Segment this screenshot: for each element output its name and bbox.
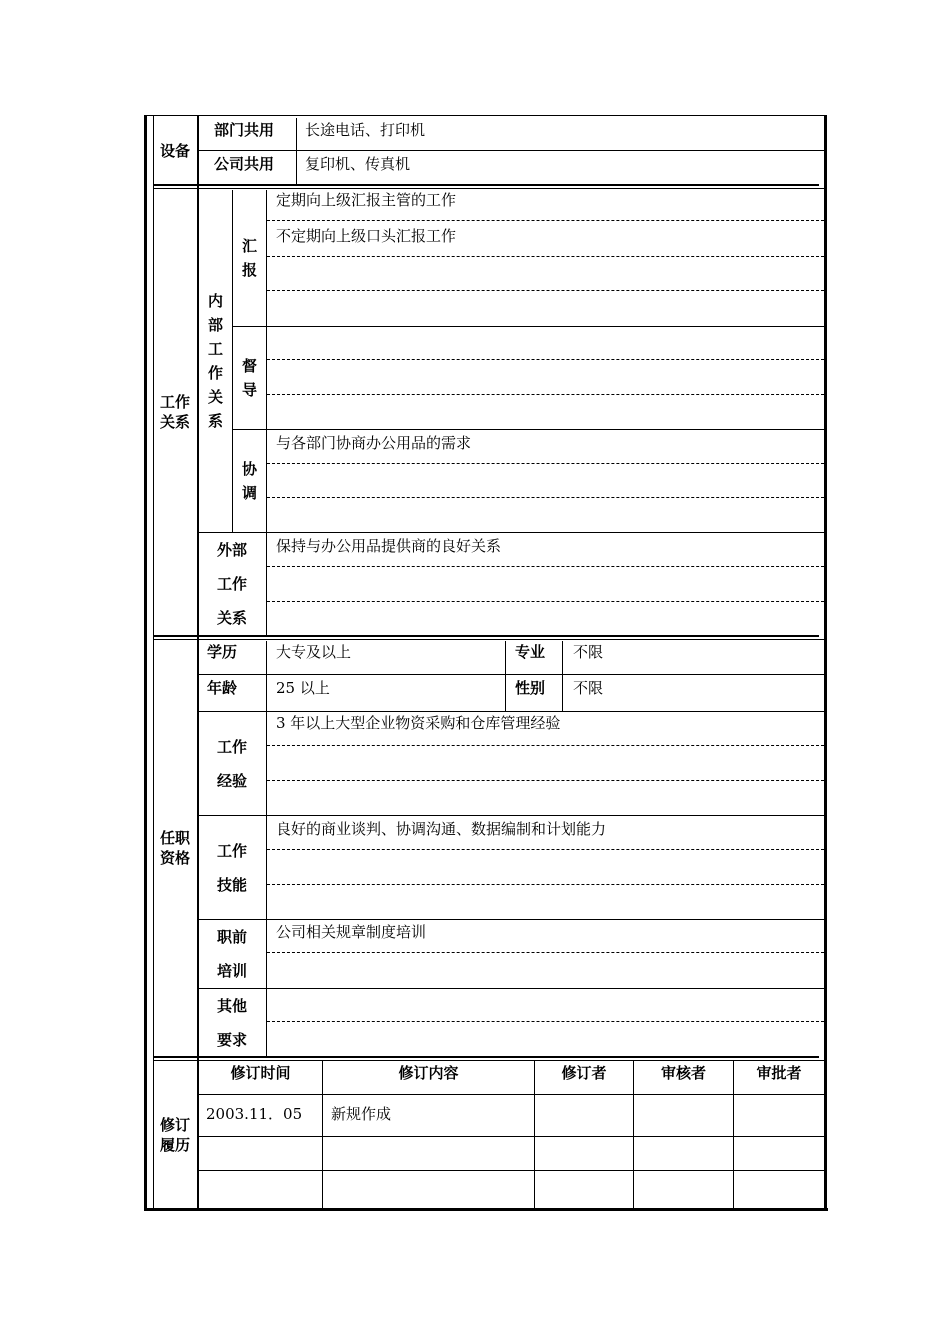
dashed-line [267,884,824,885]
external-label [199,533,265,635]
education-label: 学历 [207,643,238,661]
gender-value: 不限 [573,679,604,697]
report-char: 报 [241,261,257,279]
coordinate-char: 协 [241,460,257,478]
external-label-line: 工作 [216,575,247,593]
external-label-line: 外部 [216,541,247,559]
skills-label [199,816,265,919]
dashed-line [267,220,824,221]
revision-header-content: 修订内容 [398,1063,459,1082]
equipment-col-divider [296,118,297,184]
report-label [233,190,266,326]
dashed-line [267,256,824,257]
external-label-line: 关系 [216,609,247,627]
training-label [199,920,265,988]
dashed-line [267,745,824,746]
report-bottom [233,326,824,327]
dashed-line [267,394,824,395]
coordinate-line-1: 与各部门协商办公用品的需求 [276,434,472,452]
separator-1 [153,184,819,186]
frame-bottom [144,1208,828,1211]
education-value: 大专及以上 [276,643,352,661]
internal-char: 内 [207,292,223,310]
relations-label-line1: 工作 [159,393,190,411]
row-divider [198,919,824,920]
dashed-line [267,780,824,781]
training-value: 公司相关规章制度培训 [276,923,427,941]
qualification-mid-divider2 [562,641,563,711]
internal-char: 系 [207,412,223,430]
revision-cell: 2003.11．05 [206,1105,303,1123]
external-line-1: 保持与办公用品提供商的良好关系 [276,537,502,555]
major-label: 专业 [515,643,546,661]
equipment-company-value: 复印机、传真机 [305,155,411,173]
revision-row-divider [198,1094,824,1095]
equipment-row-divider [198,150,824,151]
revision-label-line1: 修订 [159,1115,190,1134]
experience-value: 3 年以上大型企业物资采购和仓库管理经验 [276,714,561,732]
revision-label [154,1062,196,1207]
relations-label [154,190,196,634]
revision-col-divider [322,1061,323,1208]
coordinate-label [233,430,266,532]
relations-label-line2: 关系 [159,413,190,431]
revision-row-divider [198,1170,824,1171]
revision-col-divider [633,1061,634,1208]
revision-col-divider [534,1061,535,1208]
training-label-line: 职前 [216,928,247,946]
separator-2b [153,639,824,640]
internal-relations-label [199,190,232,532]
dashed-line [267,601,824,602]
major-value: 不限 [573,643,604,661]
dashed-line [267,849,824,850]
internal-char: 部 [207,316,223,334]
frame-right [824,115,827,1210]
frame-top [144,115,824,116]
skills-label-line: 工作 [216,841,247,860]
equipment-dept-value: 长途电话、打印机 [305,121,426,139]
dashed-line [267,1021,824,1022]
skills-label-line: 技能 [216,875,247,894]
gender-label: 性别 [515,679,546,697]
report-char: 汇 [241,237,257,255]
dashed-line [267,566,824,567]
qualification-label-line1: 任职 [159,829,190,847]
frame-left [144,115,147,1210]
other-label-line: 要求 [216,1030,247,1049]
dashed-line [267,463,824,464]
revision-header-approver: 审批者 [756,1063,802,1082]
supervise-bottom [233,429,824,430]
age-value: 25 以上 [276,679,330,697]
coordinate-char: 调 [241,484,257,502]
revision-cell: 新规作成 [331,1105,392,1123]
dashed-line [267,359,824,360]
experience-label [199,712,265,815]
revision-header-reviser: 修订者 [561,1063,607,1082]
separator-1b [153,188,824,189]
experience-label-line: 经验 [216,771,247,790]
equipment-label: 设备 [159,141,190,160]
report-line-2: 不定期向上级口头汇报工作 [276,227,457,245]
row-divider [198,815,824,816]
qualification-label [154,641,196,1055]
equipment-company-label: 公司共用 [214,155,275,173]
internal-char: 工 [207,340,223,358]
revision-row-divider [198,1136,824,1137]
report-line-1: 定期向上级汇报主管的工作 [276,191,457,209]
qualification-mid-divider [505,641,506,711]
separator-2 [153,635,819,637]
experience-label-line: 工作 [216,737,247,756]
internal-char: 作 [207,364,223,382]
supervise-label [233,327,266,429]
dashed-line [267,497,824,498]
revision-header-reviewer: 审核者 [660,1063,706,1082]
qualification-label-line2: 资格 [159,849,190,867]
dashed-line [267,290,824,291]
age-label: 年龄 [207,679,238,697]
other-label [199,989,265,1056]
skills-value: 良好的商业谈判、协调沟通、数据编制和计划能力 [276,820,607,838]
dashed-line [267,952,824,953]
equipment-dept-label: 部门共用 [214,121,275,139]
internal-bottom [198,532,824,533]
revision-label-line2: 履历 [159,1135,190,1154]
revision-col-divider [733,1061,734,1208]
row-divider [198,674,824,675]
internal-char: 关 [207,388,223,406]
separator-3 [153,1056,819,1058]
supervise-char: 督 [241,357,257,375]
revision-header-time: 修订时间 [230,1063,291,1082]
row-divider [198,988,824,989]
other-label-line: 其他 [216,996,247,1015]
supervise-char: 导 [241,381,257,399]
training-label-line: 培训 [216,962,247,980]
